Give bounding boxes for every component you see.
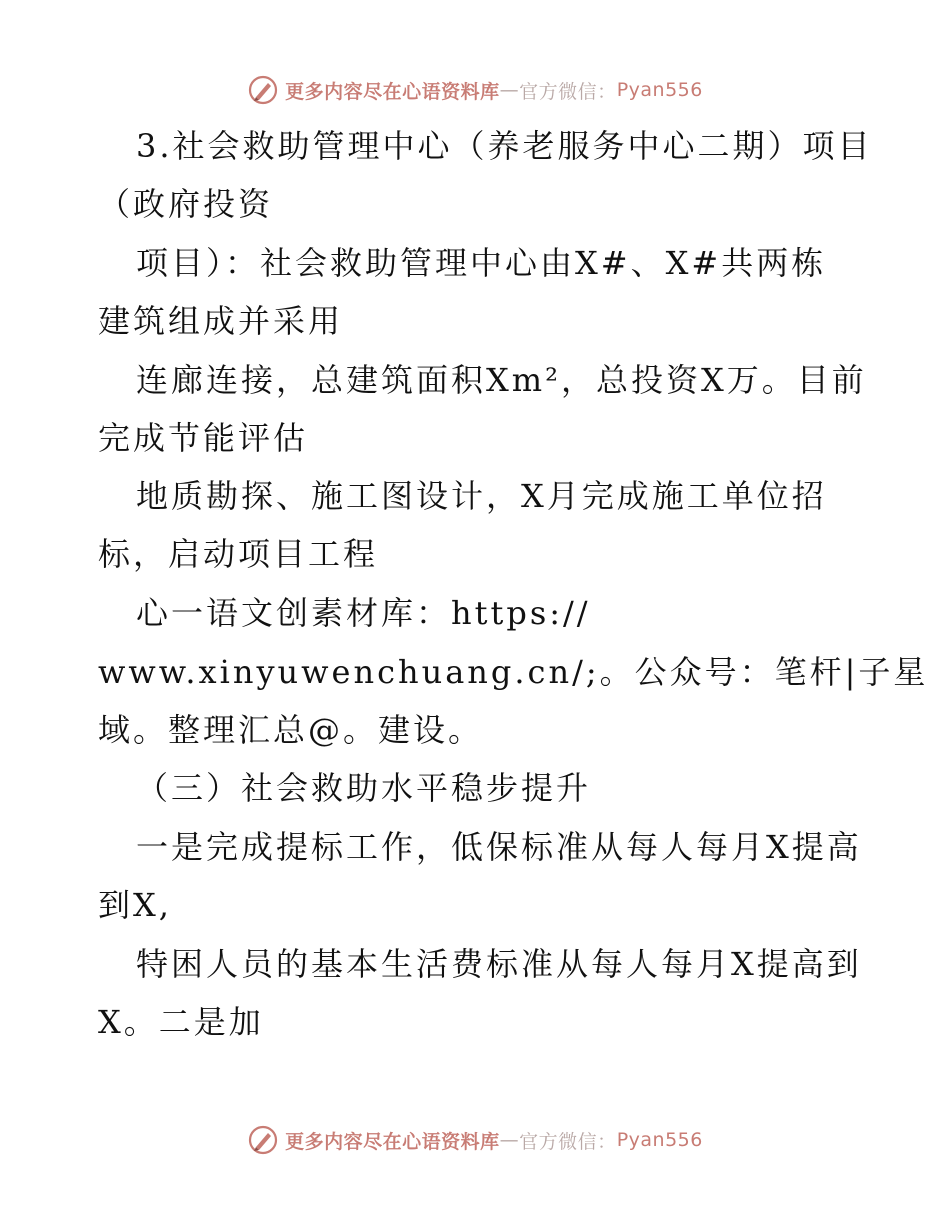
body-line: 一是完成提标工作，低保标准从每人每月X提高 (136, 828, 862, 866)
body-line: 建筑组成并采用 (98, 302, 344, 340)
body-line: 特困人员的基本生活费标准从每人每月X提高到 (136, 945, 862, 983)
header-banner-id: Pyan556 (616, 79, 703, 101)
body-line: 项目）：社会救助管理中心由X#、X#共两栋 (136, 244, 827, 282)
body-line: www.xinyuwenchuang.cn/;。公众号：笔杆|子星 (98, 653, 929, 691)
footer-banner-sub: 官方微信： (519, 1130, 617, 1153)
body-line: 标，启动项目工程 (98, 535, 379, 573)
body-line: （政府投资 (98, 185, 274, 223)
body-line: 域。整理汇总@。建设。 (98, 711, 484, 749)
section-heading: （三）社会救助水平稳步提升 (136, 769, 592, 807)
body-line: 3.社会救助管理中心（养老服务中心二期）项目 (136, 127, 873, 165)
pen-logo-icon (247, 1124, 279, 1156)
footer-watermark-banner (0, 1122, 950, 1158)
header-banner-sub: 官方微信： (519, 80, 617, 103)
footer-banner-main: 更多内容尽在心语资料库 (285, 1130, 500, 1153)
body-line: X。二是加 (98, 1003, 264, 1041)
header-banner-dash: — (499, 79, 520, 101)
body-line: 完成节能评估 (98, 419, 309, 457)
footer-banner-id: Pyan556 (616, 1129, 703, 1151)
body-line: 连廊连接，总建筑面积Xm²，总投资X万。目前 (136, 361, 867, 399)
body-line: 心一语文创素材库：https:// (136, 594, 591, 632)
body-line: 到X, (98, 886, 172, 924)
header-banner-main: 更多内容尽在心语资料库 (285, 80, 500, 103)
body-line: 地质勘探、施工图设计，X月完成施工单位招 (136, 477, 827, 515)
footer-banner-dash: — (499, 1129, 520, 1151)
